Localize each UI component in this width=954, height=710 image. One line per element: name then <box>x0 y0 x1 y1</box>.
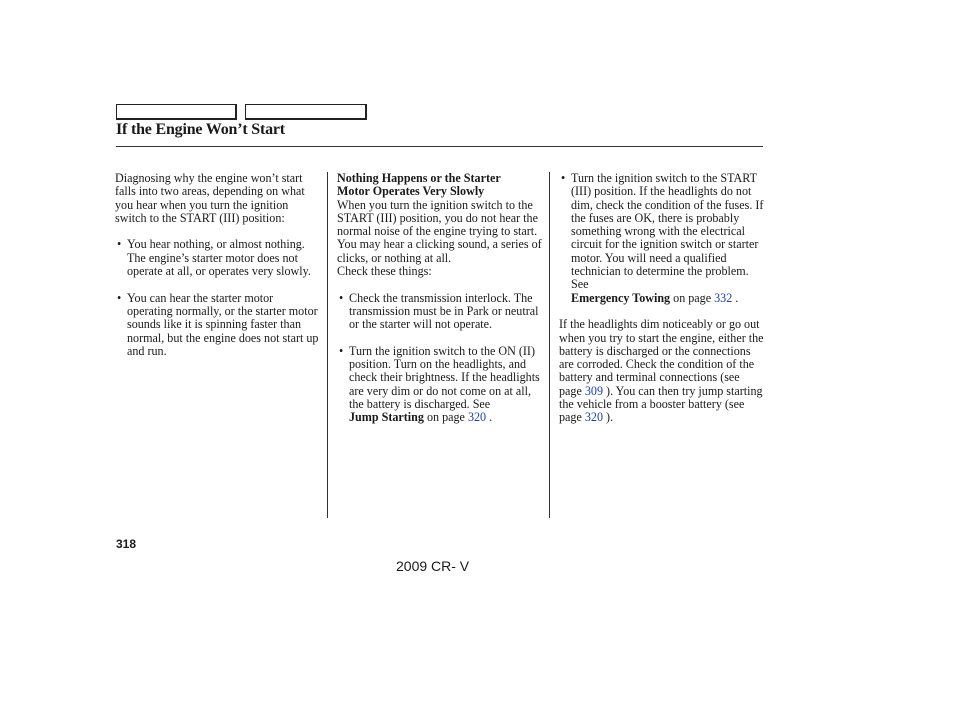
column-divider-2 <box>549 172 550 518</box>
column-divider-1 <box>327 172 328 518</box>
page-number: 318 <box>116 537 137 551</box>
check-label: Check these things: <box>337 264 432 279</box>
page-link-332[interactable]: 332 <box>714 290 733 305</box>
footer-model-label: 2009 CR- V <box>396 558 470 574</box>
header-tab-box-right <box>245 104 367 120</box>
bullet-headlights-check: • Turn the ignition switch to the ON (II) position. Turn on the headlights, and check their brightness. If the headlights are very dim or do not come on at all, the battery is discharged. See Jump Starting on page 320 . <box>339 343 540 425</box>
bullet-dot-icon: • <box>339 343 344 358</box>
bullet-start-position: • Turn the ignition switch to the START (III) position. If the headlights do not dim, check the condition of the fuses. If the fuses are OK, there is probably something wrong with the electrical circuit for the ignition switch or starter motor. You will need a qualified technician to determine the problem. See Emergency Towing on page 332 . <box>561 171 764 305</box>
headlights-dim-paragraph: If the headlights dim noticeably or go out when you try to start the engine, either the battery is discharged or the connections are corroded. Check the condition of the battery and terminal connections (see page 309 ). You can then try jump starting the vehicle from a booster battery (see page 320 ). <box>559 317 764 425</box>
column-3 <box>559 172 764 425</box>
header-tab-box-left <box>116 104 237 120</box>
section-heading: Nothing Happens or the Starter Motor Operates Very Slowly <box>337 171 501 199</box>
page-link-320[interactable]: 320 <box>467 410 487 425</box>
bullet-dot-icon: • <box>339 290 344 305</box>
column-2 <box>337 172 542 425</box>
jump-starting-ref: Jump Starting <box>349 410 424 425</box>
section-body: When you turn the ignition switch to the START (III) position, you do not hear the normal noise of the engine trying to start. You may hear a clicking sound, a series of clicks, or nothing at all. <box>337 197 542 265</box>
page-link-309[interactable]: 309 <box>584 383 604 398</box>
bullet-starter-normal: • You can hear the starter motor operating normally, or the starter motor sounds like it is spinning faster than normal, but the engine does not start up and run. <box>117 290 319 358</box>
bullet-dot-icon: • <box>117 290 122 305</box>
bullet-transmission-interlock: • Check the transmission interlock. The transmission must be in Park or neutral or the starter will not operate. <box>339 290 539 332</box>
bullet-hear-nothing: • You hear nothing, or almost nothing. The engine’s starter motor does not operate at all, or operates very slowly. <box>117 237 311 279</box>
title-rule <box>116 146 763 147</box>
emergency-towing-ref: Emergency Towing <box>571 290 671 305</box>
bullet-dot-icon: • <box>117 237 122 252</box>
page-link-320-b[interactable]: 320 <box>584 410 604 425</box>
page-title: If the Engine Won’t Start <box>116 121 285 138</box>
column-1 <box>115 172 320 358</box>
intro-paragraph: Diagnosing why the engine won’t start falls into two areas, depending on what you hear when you turn the ignition switch to the START (III) position: <box>115 171 305 225</box>
bullet-dot-icon: • <box>561 171 566 185</box>
